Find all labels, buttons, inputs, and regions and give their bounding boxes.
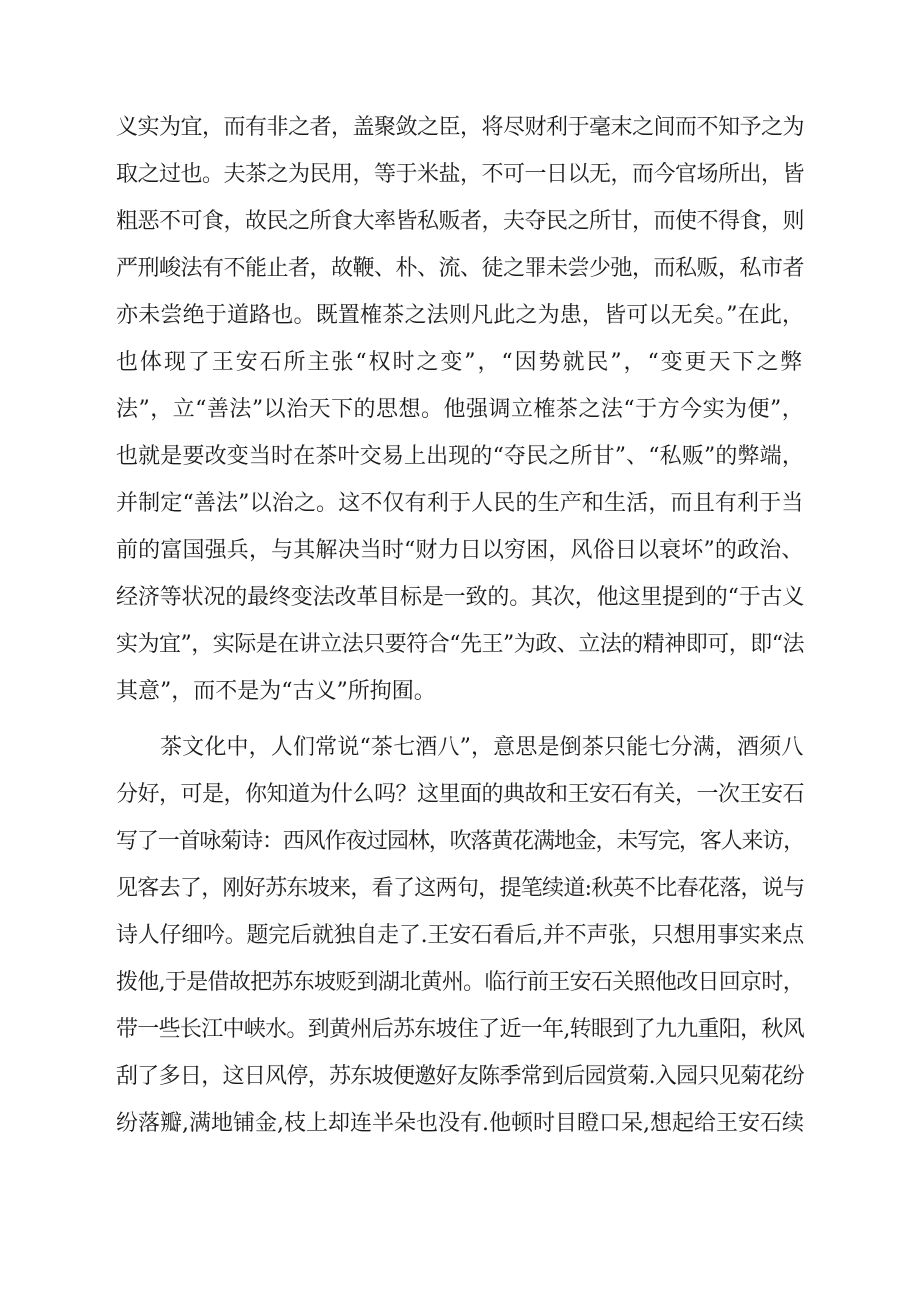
paragraph-1-line: 并制定“善法”以治之。这不仅有利于人民的生产和生活，而且有利于当 <box>116 491 804 516</box>
paragraph-2-line: 刮了多日，这日风停，苏东坡便邀好友陈季常到后园赏菊.入园只见菊花纷 <box>116 1064 804 1089</box>
paragraph-2-line: 见客去了，刚好苏东坡来，看了这两句，提笔续道:秋英不比春花落，说与 <box>116 876 805 901</box>
paragraph-2-line: 分好，可是，你知道为什么吗？这里面的典故和王安石有关，一次王安石 <box>116 782 805 807</box>
paragraph-2-line: 纷落瓣,满地铺金,枝上却连半朵也没有.他顿时目瞪口呆,想起给王安石续 <box>116 1111 804 1136</box>
paragraph-1-line: 粗恶不可食，故民之所食大率皆私贩者，夫夺民之所甘，而使不得食，则 <box>116 209 805 234</box>
paragraph-1-line: 取之过也。夫茶之为民用，等于米盐，不可一日以无，而今官场所出，皆 <box>116 162 805 187</box>
paragraph-2-line: 茶文化中，人们常说“茶七酒八”，意思是倒茶只能七分满，酒须八 <box>160 735 804 760</box>
paragraph-1-line: 义实为宜，而有非之者，盖聚敛之臣，将尽财利于毫末之间而不知予之为 <box>116 115 805 140</box>
paragraph-1-line: 实为宜”，实际是在讲立法只要符合“先王”为政、立法的精神即可，即“法 <box>116 632 804 657</box>
paragraph-2-line: 诗人仔细吟。题完后就独自走了.王安石看后,并不声张，只想用事实来点 <box>116 923 804 948</box>
paragraph-1-line: 也体现了王安石所主张“权时之变”，“因势就民”，“变更天下之弊 <box>116 350 805 375</box>
paragraph-1-line: 经济等状况的最终变法改革目标是一致的。其次，他这里提到的“于古义 <box>116 585 805 610</box>
paragraph-2-line: 写了一首咏菊诗：西风作夜过园林，吹落黄花满地金，未写完，客人来访， <box>116 829 805 854</box>
paragraph-1-line: 严刑峻法有不能止者，故鞭、朴、流、徒之罪未尝少弛，而私贩，私市者 <box>116 256 805 281</box>
paragraph-1-line: 亦未尝绝于道路也。既置榷茶之法则凡此之为患，皆可以无矣。”在此， <box>116 303 805 328</box>
paragraph-1-line: 前的富国强兵，与其解决当时“财力日以穷困，风俗日以衰坏”的政治、 <box>116 538 804 563</box>
paragraph-1-line: 也就是要改变当时在茶叶交易上出现的“夺民之所甘”、“私贩”的弊端， <box>116 444 804 469</box>
paragraph-1-line: 法”，立“善法”以治天下的思想。他强调立榷茶之法“于方今实为便”， <box>116 397 805 422</box>
paragraph-2-line: 拨他,于是借故把苏东坡贬到湖北黄州。临行前王安石关照他改日回京时， <box>116 970 804 995</box>
paragraph-2-line: 带一些长江中峡水。到黄州后苏东坡住了近一年,转眼到了九九重阳，秋风 <box>116 1017 804 1042</box>
paragraph-1-line: 其意”，而不是为“古义”所拘囿。 <box>116 679 436 704</box>
